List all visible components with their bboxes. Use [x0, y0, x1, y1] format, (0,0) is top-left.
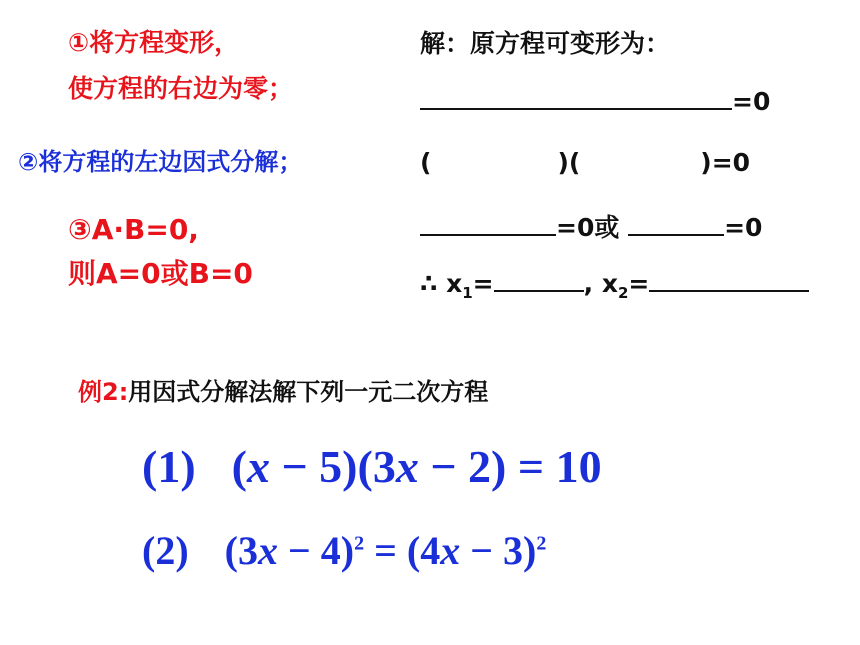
solution-line-1	[420, 86, 770, 116]
line-3-b: =0	[724, 213, 763, 242]
equals-1: =	[472, 269, 494, 298]
step-1	[68, 20, 293, 112]
line-3-a: =0或	[556, 213, 620, 242]
line-1-rhs: =0	[732, 87, 771, 116]
blank	[420, 86, 732, 110]
step-3-line-1: ③A·B=0,	[68, 213, 199, 246]
example-label: 例2:	[78, 378, 129, 406]
equation-1: (1) (x − 5)(3x − 2) = 10	[142, 441, 602, 492]
therefore-x: ∴ x	[420, 269, 463, 298]
subscript-2: 2	[617, 284, 629, 302]
line-2-right: )=0	[700, 148, 751, 177]
equals-2: =	[628, 269, 650, 298]
solution-heading: 解：原方程可变形为：	[420, 29, 671, 58]
step-3	[68, 208, 253, 296]
solution-line-4	[420, 268, 809, 302]
example-title	[78, 372, 488, 407]
blank	[628, 212, 724, 236]
blank	[420, 212, 556, 236]
example-text: 用因式分解法解下列一元二次方程	[128, 378, 489, 406]
solution-line-3	[420, 208, 762, 244]
comma-x: , x	[583, 269, 618, 298]
step-1-line-1: ①将方程变形，	[68, 28, 240, 57]
equation-2: (2) $(3x - 4)^2 = (4x - 3)^2$	[142, 528, 547, 573]
equation-1-number: (1)	[142, 441, 196, 492]
step-1-line-2: 使方程的右边为零；	[68, 74, 294, 103]
equation-2-number: (2)	[142, 528, 189, 573]
subscript-1: 1	[462, 284, 473, 302]
exponent-1: 2	[354, 532, 365, 555]
step-3-line-2: 则A=0或B=0	[68, 257, 253, 290]
line-2-mid: )(	[557, 148, 581, 177]
exponent-2: 2	[536, 532, 547, 555]
solution-line-2	[420, 148, 750, 177]
blank	[649, 268, 809, 292]
line-2-left: (	[420, 148, 432, 177]
blank	[494, 268, 584, 292]
step-2: ②将方程的左边因式分解；	[18, 148, 303, 176]
